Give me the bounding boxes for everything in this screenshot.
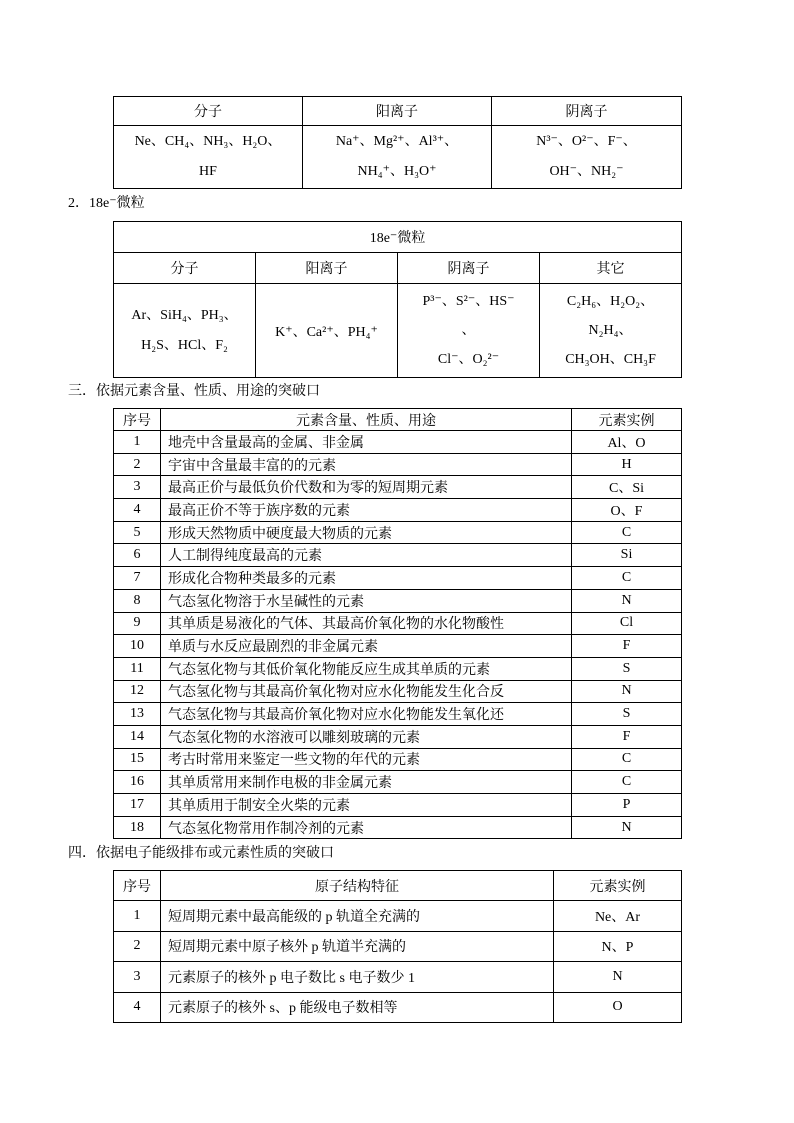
row-number: 6 xyxy=(114,544,161,567)
row-example: Ne、Ar xyxy=(554,901,682,932)
row-description: 其单质用于制安全火柴的元素 xyxy=(161,794,572,817)
row-example: N xyxy=(554,962,682,993)
table-row xyxy=(114,657,682,680)
row-description: 元素原子的核外 p 电子数比 s 电子数少 1 xyxy=(161,962,554,993)
table-row xyxy=(114,931,682,962)
row-example: O xyxy=(554,992,682,1023)
heading-18e: 2．18e⁻微粒 xyxy=(68,196,145,211)
row-description: 气态氢化物与其低价氧化物能反应生成其单质的元素 xyxy=(161,657,572,680)
table-row xyxy=(114,544,682,567)
row-number: 14 xyxy=(114,725,161,748)
row-example: O、F xyxy=(572,499,682,522)
line: N₂H₄、 xyxy=(588,323,633,338)
line: Ne、CH₄、NH₃、H₂O、 xyxy=(134,134,282,149)
row-example: C xyxy=(572,771,682,794)
line: P³⁻、S²⁻、HS⁻ xyxy=(422,294,515,309)
row-number: 3 xyxy=(114,962,161,993)
header-example: 元素实例 xyxy=(554,871,682,901)
row-number: 17 xyxy=(114,794,161,817)
table-atomic-structure xyxy=(113,870,682,1023)
header-description: 元素含量、性质、用途 xyxy=(161,409,572,431)
line: N³⁻、O²⁻、F⁻、 xyxy=(536,134,637,149)
row-description: 形成天然物质中硬度最大物质的元素 xyxy=(161,521,572,544)
row-example: F xyxy=(572,635,682,658)
row-number: 1 xyxy=(114,431,161,454)
header-example: 元素实例 xyxy=(572,409,682,431)
row-description: 气态氢化物与其最高价氧化物对应水化物能发生氧化还 xyxy=(161,703,572,726)
table-row xyxy=(114,816,682,839)
cell-cations xyxy=(303,126,492,189)
row-description: 形成化合物种类最多的元素 xyxy=(161,567,572,590)
line: C₂H₆、H₂O₂、 xyxy=(566,294,655,309)
table-row xyxy=(114,431,682,454)
row-example: N、P xyxy=(554,931,682,962)
header-cation: 阳离子 xyxy=(256,253,398,284)
row-example: Cl xyxy=(572,612,682,635)
row-number: 4 xyxy=(114,499,161,522)
row-description: 气态氢化物的水溶液可以雕刻玻璃的元素 xyxy=(161,725,572,748)
row-description: 单质与水反应最剧烈的非金属元素 xyxy=(161,635,572,658)
line: CH₃OH、CH₃F xyxy=(565,352,656,367)
table-row xyxy=(114,680,682,703)
table-row xyxy=(114,567,682,590)
row-number: 18 xyxy=(114,816,161,839)
row-number: 16 xyxy=(114,771,161,794)
row-description: 考古时常用来鉴定一些文物的年代的元素 xyxy=(161,748,572,771)
line: OH⁻、NH₂⁻ xyxy=(549,164,624,179)
table-row xyxy=(114,901,682,932)
table-element-properties xyxy=(113,408,682,839)
table-row xyxy=(114,703,682,726)
row-number: 5 xyxy=(114,521,161,544)
row-number: 2 xyxy=(114,453,161,476)
line: Na⁺、Mg²⁺、Al³⁺、 xyxy=(335,134,459,149)
line: H₂S、HCl、F₂ xyxy=(141,337,228,353)
row-example: C xyxy=(572,567,682,590)
row-number: 11 xyxy=(114,657,161,680)
line: Cl⁻、O₂²⁻ xyxy=(437,352,500,367)
header-anion: 阴离子 xyxy=(492,97,682,126)
row-number: 9 xyxy=(114,612,161,635)
table-row xyxy=(114,521,682,544)
header-cation: 阳离子 xyxy=(303,97,492,126)
row-example: P xyxy=(572,794,682,817)
row-example: H xyxy=(572,453,682,476)
line: Ar、SiH₄、PH₃、 xyxy=(131,307,238,323)
table-row xyxy=(114,589,682,612)
row-number: 13 xyxy=(114,703,161,726)
cell-others xyxy=(540,284,682,378)
table-10e-particles xyxy=(113,96,682,189)
row-description: 气态氢化物与其最高价氧化物对应水化物能发生化合反 xyxy=(161,680,572,703)
table-row xyxy=(114,499,682,522)
header-molecule: 分子 xyxy=(114,253,256,284)
row-number: 2 xyxy=(114,931,161,962)
header-anion: 阴离子 xyxy=(398,253,540,284)
row-number: 12 xyxy=(114,680,161,703)
header-number: 序号 xyxy=(114,409,161,431)
row-description: 元素原子的核外 s、p 能级电子数相等 xyxy=(161,992,554,1023)
row-example: C xyxy=(572,521,682,544)
line: NH₄⁺、H₃O⁺ xyxy=(357,164,437,179)
row-example: F xyxy=(572,725,682,748)
row-example: S xyxy=(572,703,682,726)
row-number: 7 xyxy=(114,567,161,590)
heading-section-4: 四．依据电子能级排布或元素性质的突破口 xyxy=(68,846,334,861)
cell-cations: K⁺、Ca²⁺、PH₄⁺ xyxy=(256,284,398,378)
table-row xyxy=(114,476,682,499)
header-molecule: 分子 xyxy=(114,97,303,126)
row-example: N xyxy=(572,680,682,703)
table-row xyxy=(114,612,682,635)
heading-section-3: 三．依据元素含量、性质、用途的突破口 xyxy=(68,384,320,399)
table-row xyxy=(114,725,682,748)
cell-anions xyxy=(398,284,540,378)
row-number: 3 xyxy=(114,476,161,499)
row-description: 其单质是易液化的气体、其最高价氧化物的水化物酸性 xyxy=(161,612,572,635)
row-example: S xyxy=(572,657,682,680)
row-description: 宇宙中含量最丰富的的元素 xyxy=(161,453,572,476)
row-number: 8 xyxy=(114,589,161,612)
cell-molecules xyxy=(114,126,303,189)
table-row xyxy=(114,748,682,771)
header-other: 其它 xyxy=(540,253,682,284)
header-number: 序号 xyxy=(114,871,161,901)
row-description: 气态氢化物常用作制冷剂的元素 xyxy=(161,816,572,839)
row-description: 短周期元素中原子核外 p 轨道半充满的 xyxy=(161,931,554,962)
row-number: 15 xyxy=(114,748,161,771)
row-example: Si xyxy=(572,544,682,567)
table-row xyxy=(114,992,682,1023)
table-row xyxy=(114,962,682,993)
header-description: 原子结构特征 xyxy=(161,871,554,901)
row-example: C、Si xyxy=(572,476,682,499)
table-row xyxy=(114,771,682,794)
row-example: Al、O xyxy=(572,431,682,454)
row-description: 地壳中含量最高的金属、非金属 xyxy=(161,431,572,454)
cell-anions xyxy=(492,126,682,189)
row-description: 最高正价与最低负价代数和为零的短周期元素 xyxy=(161,476,572,499)
row-description: 最高正价不等于族序数的元素 xyxy=(161,499,572,522)
table-18e-particles xyxy=(113,221,682,378)
table-row xyxy=(114,794,682,817)
row-description: 人工制得纯度最高的元素 xyxy=(161,544,572,567)
row-description: 气态氢化物溶于水呈碱性的元素 xyxy=(161,589,572,612)
row-example: N xyxy=(572,589,682,612)
table-row xyxy=(114,453,682,476)
cell-molecules xyxy=(114,284,256,378)
row-example: C xyxy=(572,748,682,771)
row-description: 其单质常用来制作电极的非金属元素 xyxy=(161,771,572,794)
table-title: 18e⁻微粒 xyxy=(114,222,682,253)
row-number: 1 xyxy=(114,901,161,932)
row-example: N xyxy=(572,816,682,839)
row-description: 短周期元素中最高能级的 p 轨道全充满的 xyxy=(161,901,554,932)
table-row xyxy=(114,635,682,658)
row-number: 10 xyxy=(114,635,161,658)
line: HF xyxy=(199,164,217,179)
row-number: 4 xyxy=(114,992,161,1023)
line: 、 xyxy=(461,323,476,338)
